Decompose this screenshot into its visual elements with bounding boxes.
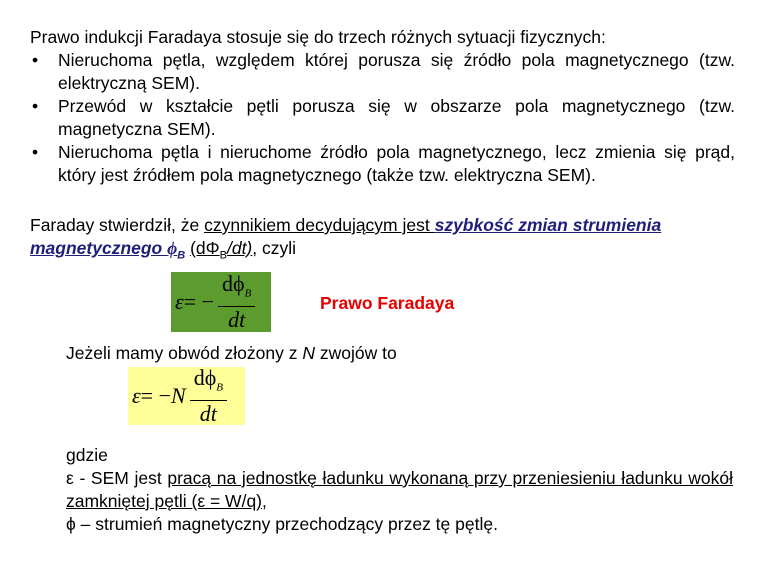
list-item: • Przewód w kształcie pętli porusza się w obszarze pola magnetycznego (tzw. magnetyczna SEM).	[32, 96, 735, 139]
faraday-statement: Faraday stwierdził, że czynnikiem decydującym jest szybkość zmian strumienia magnetycznego $\phi_B$ $(d\Phi_B/dt)$, czyli	[30, 215, 662, 262]
coil-text: Jeżeli mamy obwód złożony z N zwojów to	[66, 343, 397, 363]
bullet-icon: •	[32, 96, 39, 116]
intro-text: Prawo indukcji Faradaya stosuje się do trzech różnych sytuacji fizycznych:	[30, 27, 606, 47]
flux-definition: ϕ – strumień magnetyczny przechodzący przez tę pętlę.	[66, 514, 498, 534]
where-label: gdzie	[66, 445, 108, 465]
emf-definition: ε - SEM jest pracą na jednostkę ładunku wykonaną przy przeniesieniu ładunku wokół zamkniętej pętli (ε = W/q),	[66, 468, 733, 511]
coil-formula: ε = − N $\frac{d\phi_B}{dt}$	[128, 367, 245, 425]
flux-derivative: $(d\Phi_B/dt)$	[190, 238, 253, 262]
flux-rate-phrase: szybkość zmian strumienia magnetycznego $\phi_B$	[30, 215, 662, 262]
law-label: Prawo Faradaya	[320, 293, 455, 313]
list-item: • Nieruchoma pętla, względem której porusza się źródło pola magnetycznego (tzw. elektryczną SEM).	[32, 50, 735, 93]
situation-list	[30, 49, 735, 187]
bullet-icon: •	[32, 50, 39, 70]
bullet-icon: •	[32, 142, 39, 162]
faraday-formula: ε = − $\frac{d\phi_B}{dt}$	[171, 272, 271, 332]
list-item: • Nieruchoma pętla i nieruchome źródło pola magnetycznego, lecz zmienia się prąd, który jest źródłem pola magnetycznego (także tzw. elektryczna SEM).	[32, 142, 735, 185]
